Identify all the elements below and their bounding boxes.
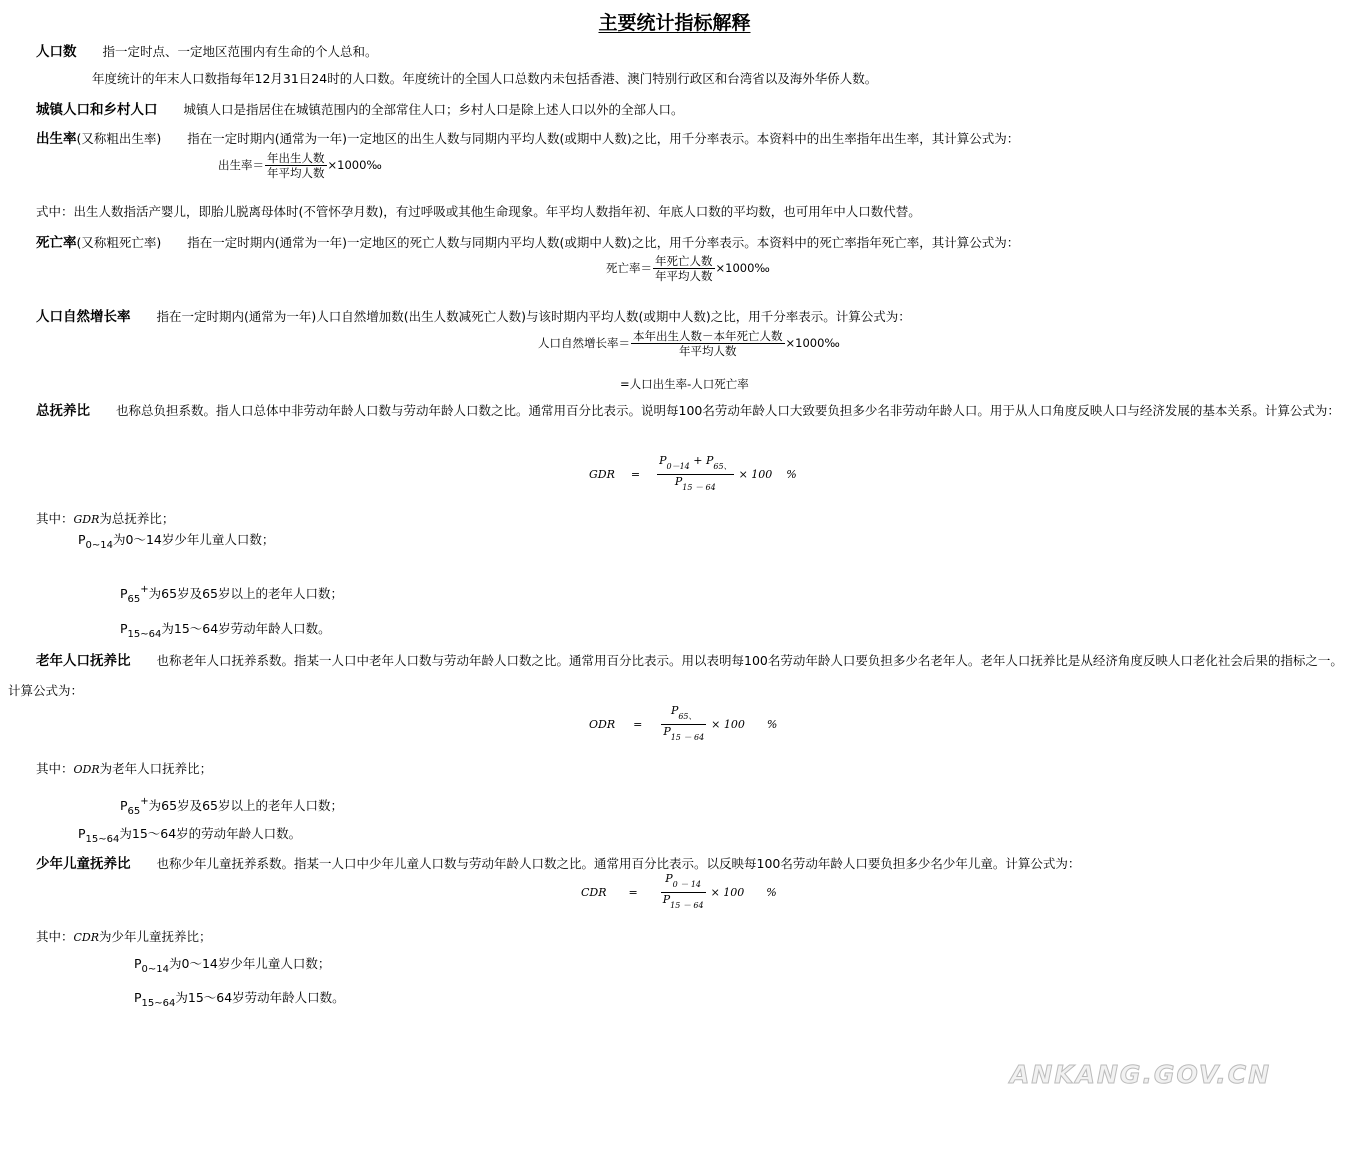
gdr-where-symbol: GDR xyxy=(73,513,100,526)
birth-def: 指在一定时期内(通常为一年)一定地区的出生人数与同期内平均人数(或期中人数)之比，用千分率表示。本资料中的出生率指年出生率，其计算公式为： xyxy=(187,131,1020,146)
birth-numerator: 年出生人数 xyxy=(267,151,325,165)
gdr-numerator: $P_{0-14} + P_{65、}$ xyxy=(657,454,734,475)
death-term: 死亡率 xyxy=(36,235,77,251)
birth-entry xyxy=(36,127,1019,147)
urban-entry xyxy=(36,98,684,118)
gdr-where: 其中：GDR为总抚养比； xyxy=(36,511,175,526)
population-entry xyxy=(36,40,378,60)
population-def: 指一定时点、一定地区范围内有生命的个人总和。 xyxy=(102,44,378,59)
cdr-where: 其中：CDR为少年儿童抚养比； xyxy=(36,929,212,944)
birth-denominator: 年平均人数 xyxy=(267,166,325,180)
birth-note: 式中：出生人数指活产婴儿，即胎儿脱离母体时(不管怀孕月数)，有过呼吸或其他生命现象。年平均人数指年初、年底人口数的平均数，也可用年中人口数代替。 xyxy=(36,204,921,219)
birth-formula xyxy=(218,151,382,180)
death-alias: (又称粗死亡率) xyxy=(76,235,162,250)
death-fraction xyxy=(653,254,715,283)
gdr-param-p0-14: $P_{0\sim 14}$为0～14岁少年儿童人口数； xyxy=(78,532,275,551)
gdr-term: 总抚养比 xyxy=(36,403,90,419)
odr-numerator: $P_{65、}$ xyxy=(661,704,706,725)
gdr-def: 也称总负担系数。指人口总体中非劳动年龄人口数与劳动年龄人口数之比。通常用百分比表示。说明每100名劳动年龄人口大致要负担多少名非劳动年龄人口。用于从人口角度反映人口与经济发展的基本关系。计算公式为： xyxy=(116,403,1340,418)
odr-where-symbol: ODR xyxy=(73,763,100,776)
gdr-entry xyxy=(8,396,1343,426)
cdr-denominator: $P_{15 - 64}$ xyxy=(662,893,704,910)
cdr-def: 也称少年儿童抚养系数。指某一人口中少年儿童人口数与劳动年龄人口数之比。通常用百分比表示。以反映每100名劳动年龄人口要负担多少名少年儿童。计算公式为： xyxy=(156,856,1081,871)
odr-entry xyxy=(8,646,1343,705)
death-numerator: 年死亡人数 xyxy=(655,254,713,268)
odr-def: 也称老年人口抚养系数。指某一人口中老年人口数与劳动年龄人口数之比。通常用百分比表示。用以表明每100名劳动年龄人口要负担多少名老年人。老年人口抚养比是从经济角度反映人口老化社会后果的指标之一。计算公式为： xyxy=(8,653,1343,698)
death-formula-lhs: 死亡率＝ xyxy=(606,261,652,275)
odr-percent: % xyxy=(766,718,778,731)
odr-where: 其中：ODR为老年人口抚养比； xyxy=(36,761,213,776)
natural-def: 指在一定时期内(通常为一年)人口自然增加数(出生人数减死亡人数)与该时期内平均人数(或期中人数)之比，用千分率表示。计算公式为： xyxy=(156,309,911,324)
gdr-fraction xyxy=(657,454,734,495)
death-multiplier: ×1000‰ xyxy=(715,261,770,275)
death-denominator: 年平均人数 xyxy=(655,269,713,283)
odr-multiplier: × 100 xyxy=(711,718,745,731)
natural-multiplier: ×1000‰ xyxy=(785,336,840,350)
odr-formula-eq: = xyxy=(633,718,643,731)
gdr-formula xyxy=(589,454,797,495)
cdr-multiplier: × 100 xyxy=(710,886,745,899)
cdr-where-symbol: CDR xyxy=(73,931,100,944)
natural-formula-2: =人口出生率-人口死亡率 xyxy=(620,377,749,391)
death-formula xyxy=(606,254,770,283)
cdr-term: 少年儿童抚养比 xyxy=(36,856,131,872)
natural-formula xyxy=(538,329,840,358)
odr-term: 老年人口抚养比 xyxy=(36,653,131,669)
death-entry xyxy=(36,231,1019,251)
cdr-entry xyxy=(36,852,1080,872)
gdr-multiplier: × 100 xyxy=(738,468,773,481)
odr-formula-lhs: ODR xyxy=(589,718,616,731)
birth-alias: (又称粗出生率) xyxy=(76,131,162,146)
natural-formula-lhs: 人口自然增长率＝ xyxy=(538,336,630,350)
population-note: 年度统计的年末人口数指每年12月31日24时的人口数。年度统计的全国人口总数内未包括香港、澳门特别行政区和台湾省以及海外华侨人数。 xyxy=(92,71,878,86)
natural-entry xyxy=(36,305,911,325)
birth-formula-lhs: 出生率＝ xyxy=(218,158,264,172)
gdr-formula-eq: = xyxy=(630,468,641,481)
odr-param-p15-64: $P_{15\sim 64}$为15～64岁的劳动年龄人口数。 xyxy=(78,826,302,845)
gdr-param-p15-64: $P_{15\sim 64}$为15～64岁劳动年龄人口数。 xyxy=(120,621,331,640)
cdr-formula xyxy=(581,872,777,913)
birth-term: 出生率 xyxy=(36,131,77,147)
cdr-param-p15-64: $P_{15\sim 64}$为15～64岁劳动年龄人口数。 xyxy=(134,990,345,1009)
birth-multiplier: ×1000‰ xyxy=(327,158,382,172)
cdr-formula-eq: = xyxy=(628,886,638,899)
gdr-formula-lhs: GDR xyxy=(589,468,615,481)
gdr-denominator: $P_{15 - 64}$ xyxy=(674,475,716,492)
odr-formula xyxy=(589,704,777,745)
urban-term: 城镇人口和乡村人口 xyxy=(36,102,158,118)
cdr-fraction xyxy=(661,872,706,913)
cdr-numerator: $P_{0 - 14}$ xyxy=(661,872,706,893)
death-def: 指在一定时期内(通常为一年)一定地区的死亡人数与同期内平均人数(或期中人数)之比，用千分率表示。本资料中的死亡率指年死亡率，其计算公式为： xyxy=(187,235,1020,250)
gdr-param-p65: $P_{65}^+$为65岁及65岁以上的老年人口数； xyxy=(120,584,343,605)
gdr-percent: % xyxy=(786,468,797,481)
birth-fraction xyxy=(265,151,327,180)
natural-denominator: 年平均人数 xyxy=(679,344,737,358)
odr-param-p65: $P_{65}^+$为65岁及65岁以上的老年人口数； xyxy=(120,796,343,817)
cdr-percent: % xyxy=(766,886,777,899)
population-term: 人口数 xyxy=(36,44,77,60)
cdr-param-p0-14: $P_{0\sim 14}$为0～14岁少年儿童人口数； xyxy=(134,956,331,975)
natural-term: 人口自然增长率 xyxy=(36,309,131,325)
site-watermark: ANKANG.GOV.CN xyxy=(1010,1060,1272,1089)
cdr-formula-lhs: CDR xyxy=(581,886,607,899)
natural-numerator: 本年出生人数－本年死亡人数 xyxy=(633,329,783,343)
urban-def: 城镇人口是指居住在城镇范围内的全部常住人口；乡村人口是除上述人口以外的全部人口。 xyxy=(183,102,684,117)
odr-denominator: $P_{15 - 64}$ xyxy=(663,725,705,742)
page-title: 主要统计指标解释 xyxy=(598,12,751,34)
natural-fraction xyxy=(631,329,785,358)
odr-fraction xyxy=(661,704,706,745)
